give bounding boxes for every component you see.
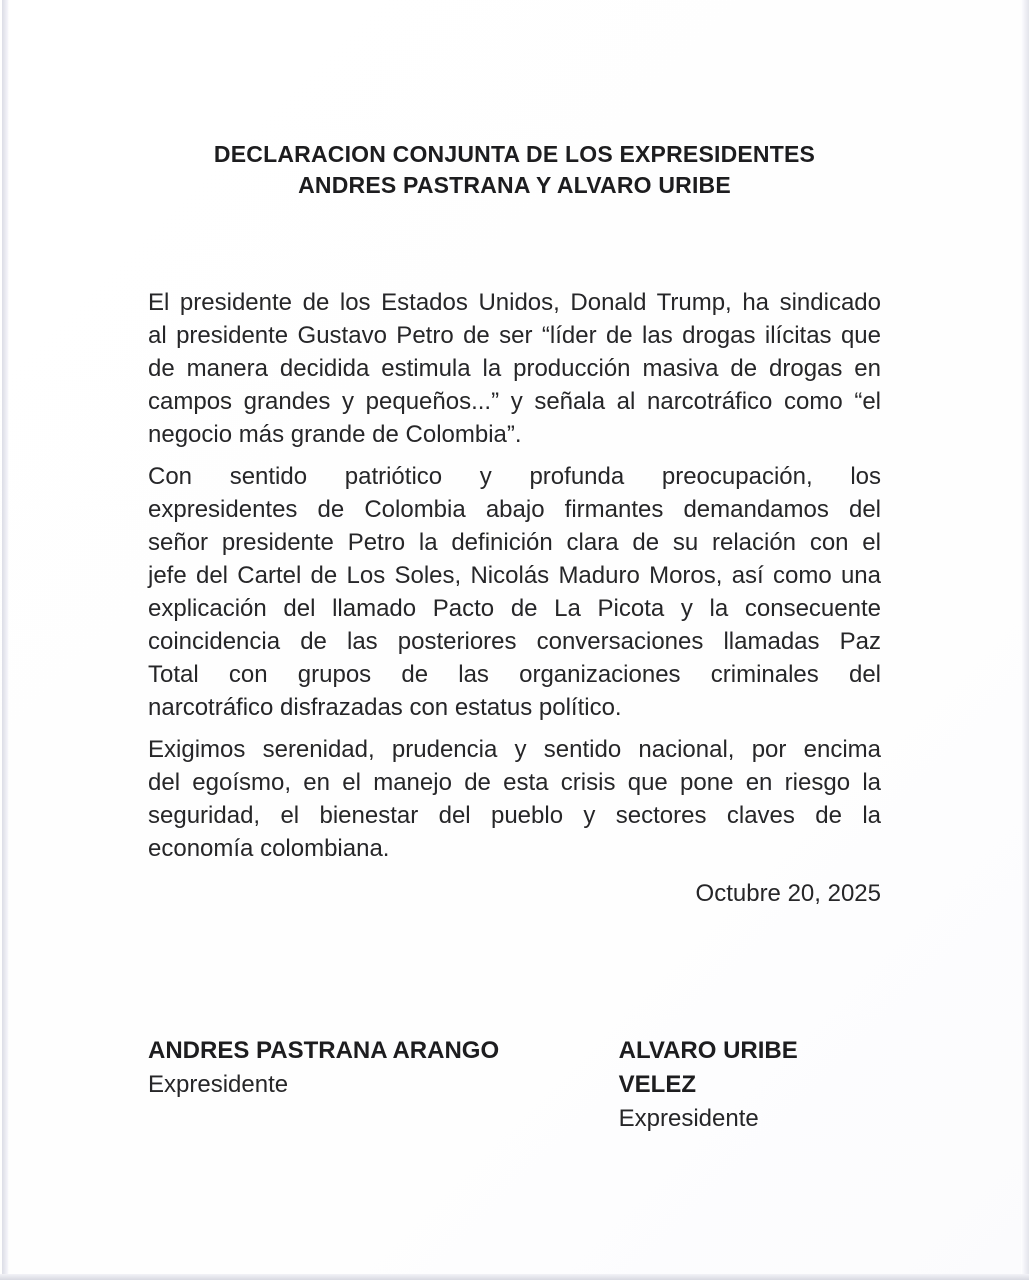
text-line: del egoísmo, en el manejo de esta crisis que pone en riesgo la: [148, 769, 881, 796]
page-edge-left: [2, 0, 9, 1275]
paragraph: [148, 286, 881, 451]
text-line: Con sentido patriótico y profunda preocupación, los: [148, 463, 881, 490]
page-edge-right: [1021, 0, 1029, 1280]
signature: [619, 1034, 881, 1136]
document-body: [148, 286, 881, 865]
signature-name: ANDRES PASTRANA ARANGO: [148, 1037, 500, 1064]
date-line: Octubre 20, 2025: [695, 880, 881, 907]
document-title-line2: ANDRES PASTRANA Y ALVARO URIBE: [298, 172, 731, 198]
text-line: campos grandes y pequeños...” y señala al narcotráfico como “el: [148, 388, 881, 415]
document-title-line1: DECLARACION CONJUNTA DE LOS EXPRESIDENTES: [213, 141, 816, 167]
text-line: señor presidente Petro la definición clara de su relación con el: [148, 529, 881, 556]
text-line: al presidente Gustavo Petro de ser “líder de las drogas ilícitas que: [148, 322, 881, 349]
signature-role: Expresidente: [148, 1071, 289, 1098]
text-line: El presidente de los Estados Unidos, Donald Trump, ha sindicado: [148, 289, 881, 316]
text-line: narcotráfico disfrazadas con estatus político.: [148, 694, 622, 721]
signature: [148, 1034, 619, 1136]
paragraph: [148, 733, 881, 865]
signature-block: [148, 1034, 881, 1136]
text-line: expresidentes de Colombia abajo firmantes demandamos del: [148, 496, 881, 523]
signature-role: Expresidente: [618, 1105, 759, 1132]
text-line: Total con grupos de las organizaciones criminales del: [148, 661, 881, 688]
text-line: Exigimos serenidad, prudencia y sentido nacional, por encima: [148, 736, 881, 763]
text-line: coincidencia de las posteriores conversaciones llamadas Paz: [148, 628, 881, 655]
text-line: explicación del llamado Pacto de La Picota y la consecuente: [148, 595, 881, 622]
paragraph: [148, 460, 881, 724]
text-line: de manera decidida estimula la producción masiva de drogas en: [148, 355, 881, 382]
document-page: [148, 0, 881, 1136]
page-edge-bottom: [0, 1274, 1029, 1280]
text-line: negocio más grande de Colombia”.: [148, 421, 522, 448]
text-line: seguridad, el bienestar del pueblo y sectores claves de la: [148, 802, 881, 829]
signature-name: ALVARO URIBE VELEZ: [618, 1037, 798, 1098]
document-title: [148, 139, 881, 201]
text-line: jefe del Cartel de Los Soles, Nicolás Maduro Moros, así como una: [148, 562, 881, 589]
text-line: economía colombiana.: [148, 835, 390, 862]
